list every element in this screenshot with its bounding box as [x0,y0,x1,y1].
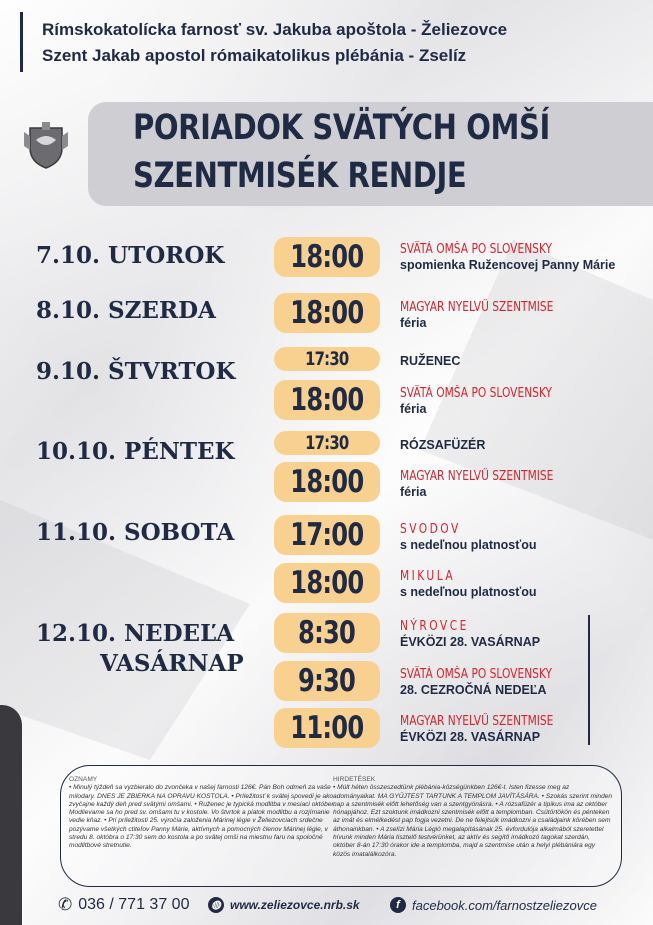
event-title: MAGYAR NYELVŰ SZENTMISE [400,469,554,484]
event-title: NÝROVCE [400,619,469,634]
event-info [400,714,587,744]
event-title: MAGYAR NYELVŰ SZENTMISE [400,300,554,315]
footer-facebook[interactable] [390,895,597,915]
event-subtitle: féria [400,316,427,330]
event-subtitle: ÉVKÖZI 28. VASÁRNAP [400,730,541,744]
day-label: 9.10. ŠTVRTOK [36,358,236,385]
event-info [400,386,585,416]
event-info [400,522,537,552]
event-title: SVODOV [400,522,461,537]
event-info [400,300,587,330]
day-label: 12.10. NEDEĽA [36,620,235,647]
event-info [400,353,460,368]
coat-of-arms-icon [22,120,70,170]
announcements-box [60,765,622,887]
footer-web[interactable] [208,895,360,915]
event-subtitle: spomienka Ružencovej Panny Márie [400,258,616,272]
event-info [400,619,540,649]
time-pill: 18:00 [274,293,380,333]
globe-icon: ◍ [208,897,224,913]
event-title: MAGYAR NYELVŰ SZENTMISE [400,714,554,729]
phone-icon: ✆ [58,895,73,914]
event-info [400,569,537,599]
time-pill: 9:30 [274,661,380,701]
title-sk: PORIADOK SVÄTÝCH OMŠÍ [133,108,550,148]
parish-name-sk: Rímskokatolícka farnosť sv. Jakuba apoštola - Želiezovce [42,20,508,39]
background-dark-corner [0,705,22,925]
time-pill: 11:00 [274,708,380,748]
parish-name-hu: Szent Jakab apostol rómaikatolikus plébánia - Zselíz [42,46,467,65]
header-accent-bar [20,12,23,72]
event-info [400,469,587,499]
announcements-hu [333,776,613,859]
time-pill: 17:00 [274,515,380,555]
day-label: 7.10. UTOROK [36,242,225,269]
event-title: MIKULA [400,569,456,584]
announcements-sk-text: • Minulý týždeň sa vyzbieralo do zvončeka v našej farnosti 126€. Pán Boh odmeň za vaše milodary. DNES JE ZBIERKA NA OPRAVU KOSTOLA. • Príležitosť k svätej spovedi je ako zvyčajne každý deň pred svätými omšami. • Ruženec je typická modlitba v mesiaci október. Modlievame sa ho pred sv. omšami tu v kostole. Vo štvrtok a piatok modlitbu a rozjímanie vedie kňaz. • Pri príležitosti 25. výročia založenia Márinej légie v Želiezovciach srdečne pozývame všetkých ctiteľov Panny Márie, aktívnych a pomocných členov Márinej légie, v stredu 8. októbra o 17:30 sem do kostola a po svätej omši na miestnu faru na spoločné modlitbové stretnutie. [69,784,336,850]
event-subtitle: RÓZSAFÜZÉR [400,438,486,452]
day-label: VASÁRNAP [100,650,244,677]
event-title: SVÄTÁ OMŠA PO SLOVENSKY [400,386,553,401]
website-link[interactable]: www.zeliezovce.nrb.sk [230,898,360,912]
day-label: 8.10. SZERDA [36,297,216,324]
event-subtitle: RUŽENEC [400,354,461,368]
facebook-icon: f [390,897,406,913]
time-pill: 18:00 [274,380,380,420]
day-label: 11.10. SOBOTA [36,519,235,546]
day-label: 10.10. PÉNTEK [36,438,235,465]
event-title: SVÄTÁ OMŠA PO SLOVENSKY [400,667,553,682]
sunday-divider-line [588,615,590,745]
time-pill: 17:30 [274,431,380,455]
event-subtitle: féria [400,402,427,416]
time-pill: 18:00 [274,462,380,502]
time-pill: 17:30 [274,347,380,371]
event-subtitle: féria [400,485,427,499]
event-title: SVÄTÁ OMŠA PO SLOVENSKY [400,242,553,257]
time-pill: 18:00 [274,563,380,603]
event-subtitle: s nedeľnou platnosťou [400,585,537,599]
event-info [400,667,585,697]
event-info [400,242,615,272]
facebook-link[interactable]: facebook.com/farnostzeliezovce [412,897,597,913]
event-subtitle: 28. CEZROČNÁ NEDEĽA [400,683,547,697]
event-subtitle: ÉVKÖZI 28. VASÁRNAP [400,635,541,649]
announcements-hu-text: • Múlt héten összeszedtünk plébánia-községünkben 126€-t. Isten fizesse meg az adományaikat. MA GYŰJTEST TARTUNK A TEMPLOM JAVÍTÁSÁRA. • Szokás szerint minden nap a szentmisék előtt lehetőség van a szentgyónásra. • A rózsafüzér a tipikus ima az október hónapjához. Ezt szoktunk imádkozni szentmisék előtt a templomban. Csütörtökön és pénteken az imát és elmélkedést pap fogja vezetni. De ne felejtsük imádkozni a családjaink körében sem áthonainkban. • A zselízi Mária Légió megalapításának 25. évfordulója alkalmából szeretettel hívunk minden Mária tisztelő testvérünket, az aktív és segítő imádkozó tagokat szerdán, október 8-án 17:30 órakor ide a templomba, majd a szentmise után a helyi plébániára egy közös imatalálkozóra. [333,784,613,858]
announcements-sk-heading: OZNAMY [69,776,98,783]
title-hu: SZENTMISÉK RENDJE [133,156,467,196]
announcements-hu-heading: HIRDETÉSEK [333,776,376,783]
event-info [400,437,485,452]
footer-phone [58,895,189,915]
phone-number: 036 / 771 37 00 [78,896,190,913]
time-pill: 18:00 [274,237,380,277]
time-pill: 8:30 [274,613,380,653]
announcements-sk [69,776,339,851]
event-subtitle: s nedeľnou platnosťou [400,538,537,552]
